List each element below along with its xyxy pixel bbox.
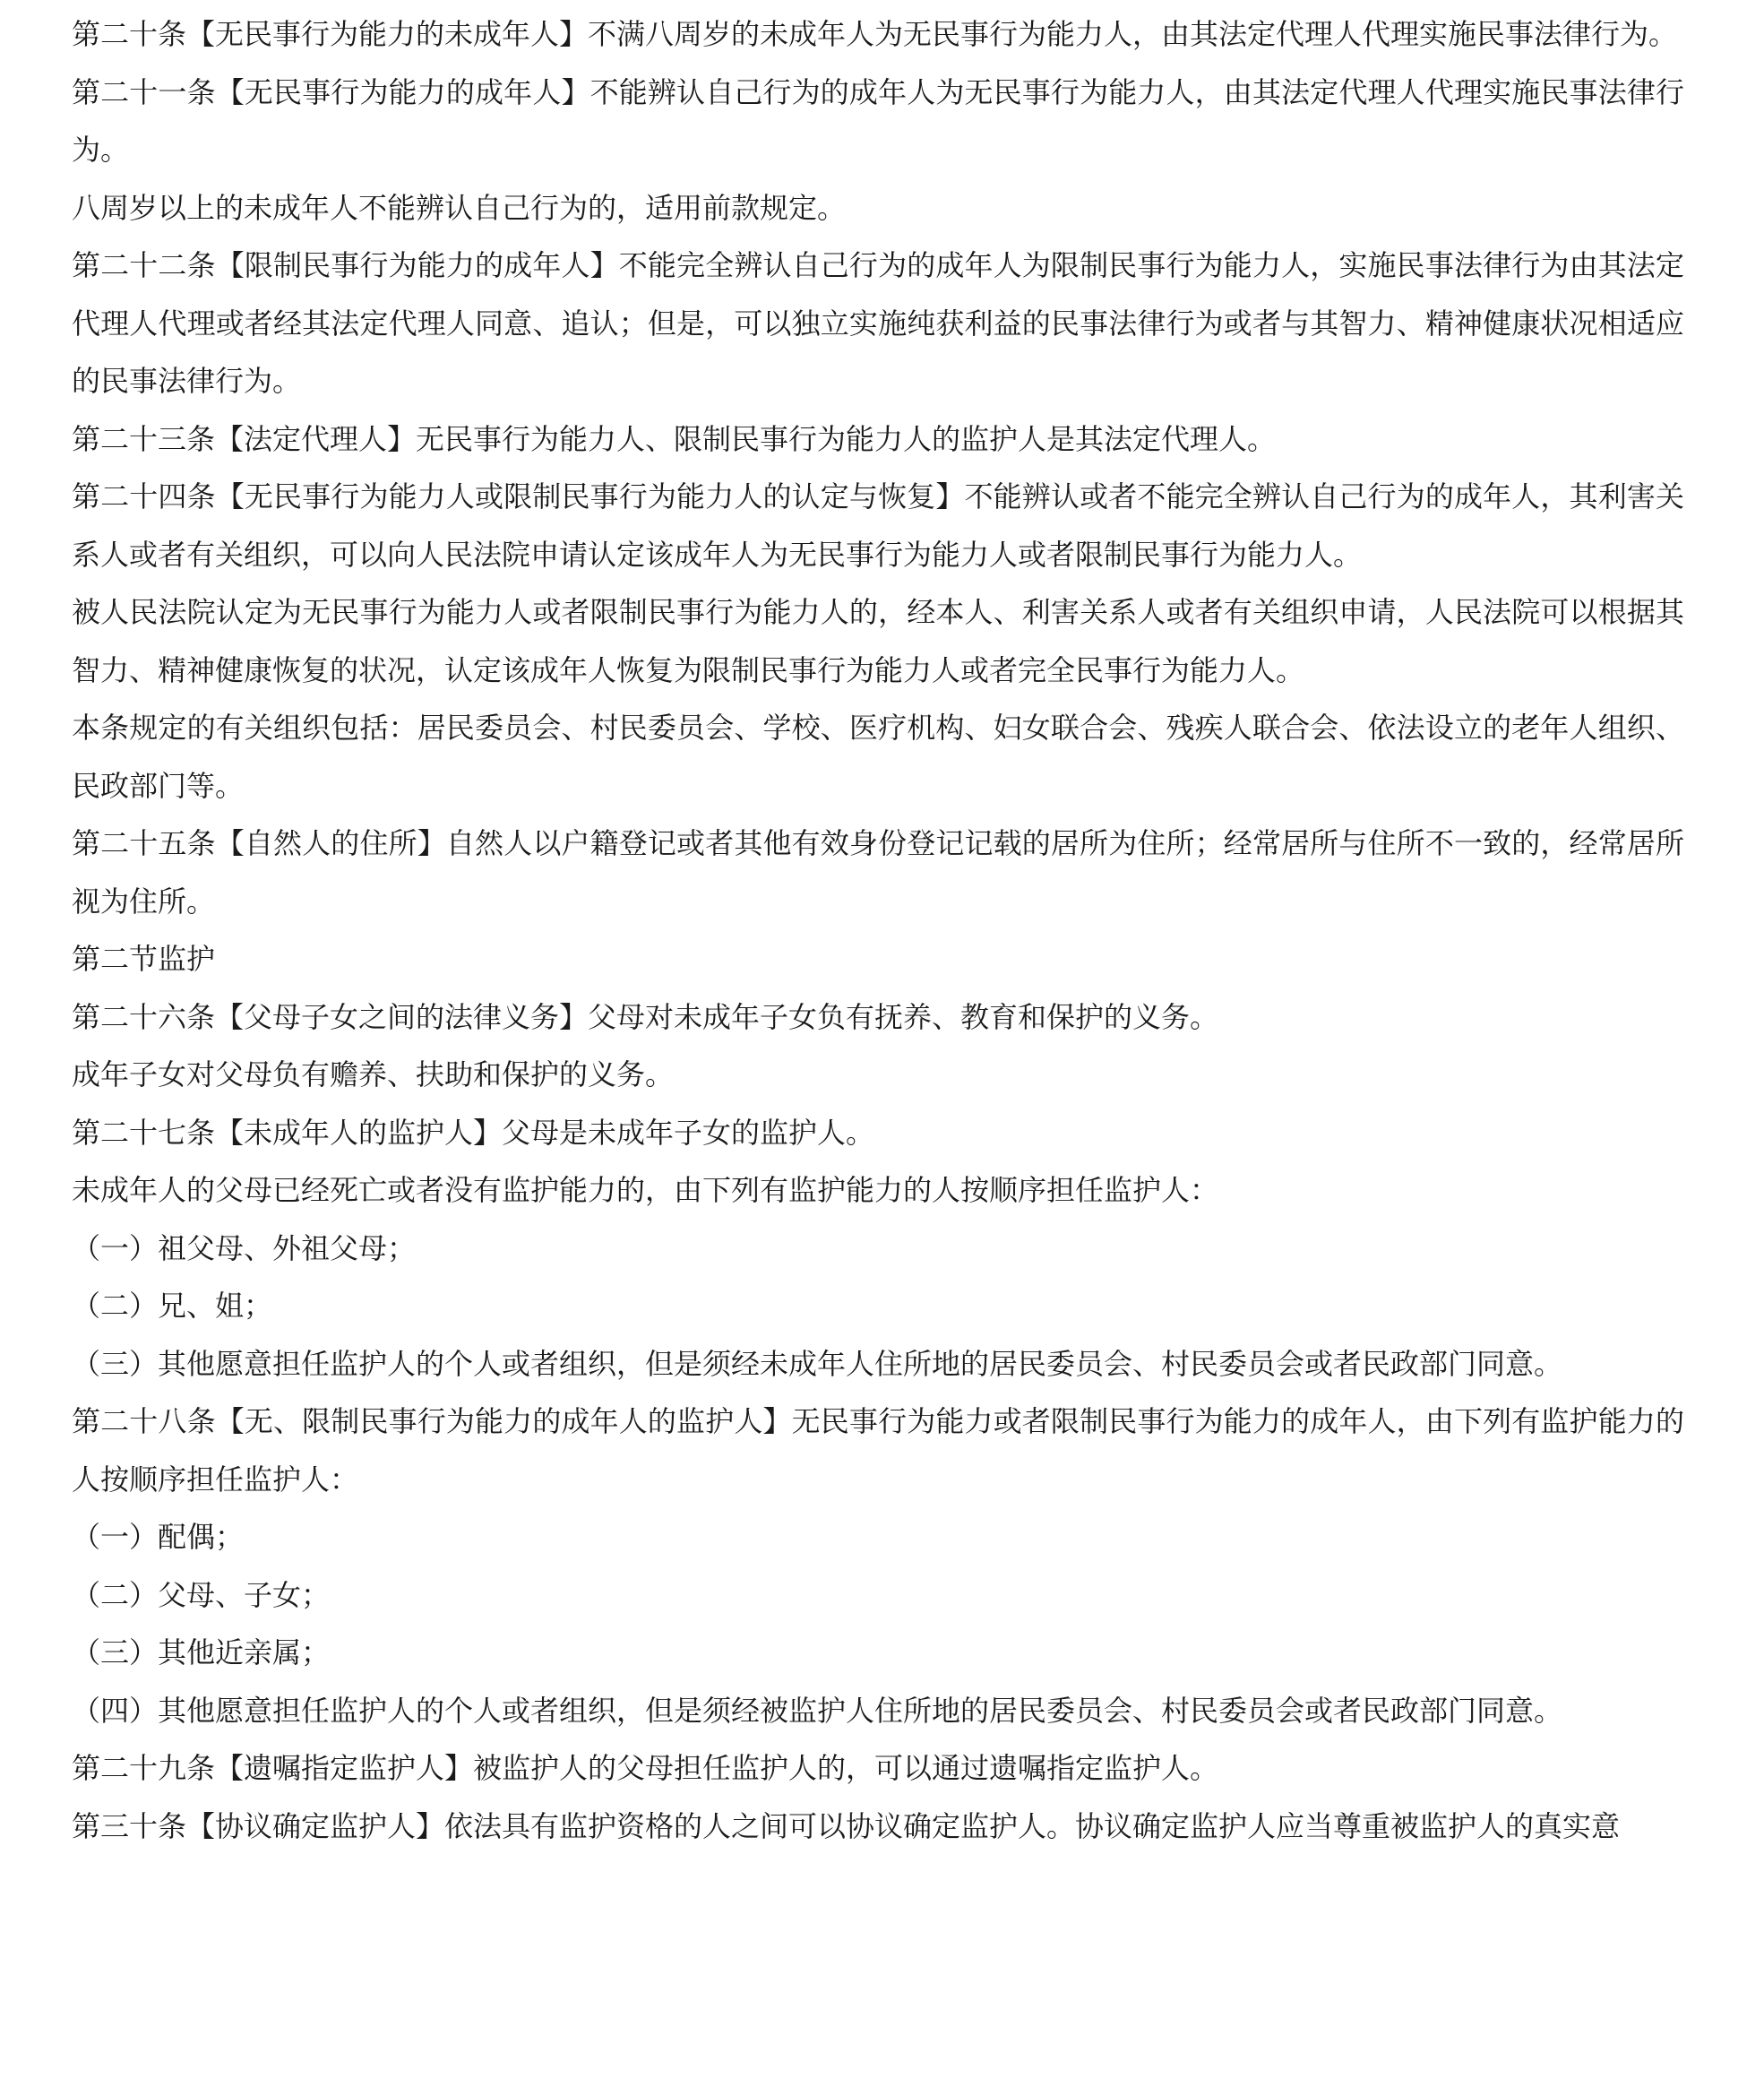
list-item-27-3: （三）其他愿意担任监护人的个人或者组织，但是须经未成年人住所地的居民委员会、村民委员会或者民政部门同意。 [72, 1346, 1563, 1381]
paragraph-article-29: 第二十九条【遗嘱指定监护人】被监护人的父母担任监护人的，可以通过遗嘱指定监护人。 [72, 1751, 1219, 1785]
paragraph-article-26: 第二十六条【父母子女之间的法律义务】父母对未成年子女负有抚养、教育和保护的义务。 [72, 999, 1219, 1034]
document-page [72, 5, 1684, 1855]
paragraph-article-27-clause: 未成年人的父母已经死亡或者没有监护能力的，由下列有监护能力的人按顺序担任监护人： [72, 1173, 1219, 1207]
paragraph-article-27: 第二十七条【未成年人的监护人】父母是未成年子女的监护人。 [72, 1115, 875, 1150]
paragraph-article-26-clause: 成年子女对父母负有赡养、扶助和保护的义务。 [72, 1057, 675, 1091]
list-item-28-2: （二）父母、子女； [72, 1577, 331, 1612]
paragraph-article-25: 第二十五条【自然人的住所】自然人以户籍登记或者其他有效身份登记记载的居所为住所；经常居所与住所不一致的，经常居所视为住所。 [72, 826, 1684, 919]
section-heading-guardianship: 第二节监护 [72, 942, 216, 976]
list-item-28-1: （一）配偶； [72, 1520, 245, 1554]
paragraph-article-30: 第三十条【协议确定监护人】依法具有监护资格的人之间可以协议确定监护人。协议确定监护人应当尊重被监护人的真实意 [72, 1808, 1621, 1843]
paragraph-article-24: 第二十四条【无民事行为能力人或限制民事行为能力人的认定与恢复】不能辨认或者不能完全辨认自己行为的成年人，其利害关系人或者有关组织，可以向人民法院申请认定该成年人为无民事行为能力人或者限制民事行为能力人。 [72, 479, 1684, 572]
list-item-27-2: （二）兄、姐； [72, 1289, 273, 1323]
list-item-27-1: （一）祖父母、外祖父母； [72, 1230, 417, 1265]
paragraph-article-22: 第二十二条【限制民事行为能力的成年人】不能完全辨认自己行为的成年人为限制民事行为能力人，实施民事法律行为由其法定代理人代理或者经其法定代理人同意、追认；但是，可以独立实施纯获利益的民事法律行为或者与其智力、精神健康状况相适应的民事法律行为。 [72, 248, 1684, 398]
paragraph-article-21-clause: 八周岁以上的未成年人不能辨认自己行为的，适用前款规定。 [72, 190, 847, 225]
paragraph-article-23: 第二十三条【法定代理人】无民事行为能力人、限制民事行为能力人的监护人是其法定代理人。 [72, 421, 1277, 456]
paragraph-article-24-clause-3: 本条规定的有关组织包括：居民委员会、村民委员会、学校、医疗机构、妇女联合会、残疾人联合会、依法设立的老年人组织、民政部门等。 [72, 711, 1684, 803]
paragraph-article-24-clause-2: 被人民法院认定为无民事行为能力人或者限制民事行为能力人的，经本人、利害关系人或者有关组织申请，人民法院可以根据其智力、精神健康恢复的状况，认定该成年人恢复为限制民事行为能力人或者完全民事行为能力人。 [72, 595, 1684, 687]
paragraph-article-21: 第二十一条【无民事行为能力的成年人】不能辨认自己行为的成年人为无民事行为能力人，由其法定代理人代理实施民事法律行为。 [72, 74, 1684, 167]
list-item-28-3: （三）其他近亲属； [72, 1635, 331, 1669]
list-item-28-4: （四）其他愿意担任监护人的个人或者组织，但是须经被监护人住所地的居民委员会、村民委员会或者民政部门同意。 [72, 1693, 1563, 1728]
paragraph-article-28: 第二十八条【无、限制民事行为能力的成年人的监护人】无民事行为能力或者限制民事行为能力的成年人，由下列有监护能力的人按顺序担任监护人： [72, 1404, 1684, 1497]
paragraph-article-20: 第二十条【无民事行为能力的未成年人】不满八周岁的未成年人为无民事行为能力人，由其法定代理人代理实施民事法律行为。 [72, 17, 1678, 51]
